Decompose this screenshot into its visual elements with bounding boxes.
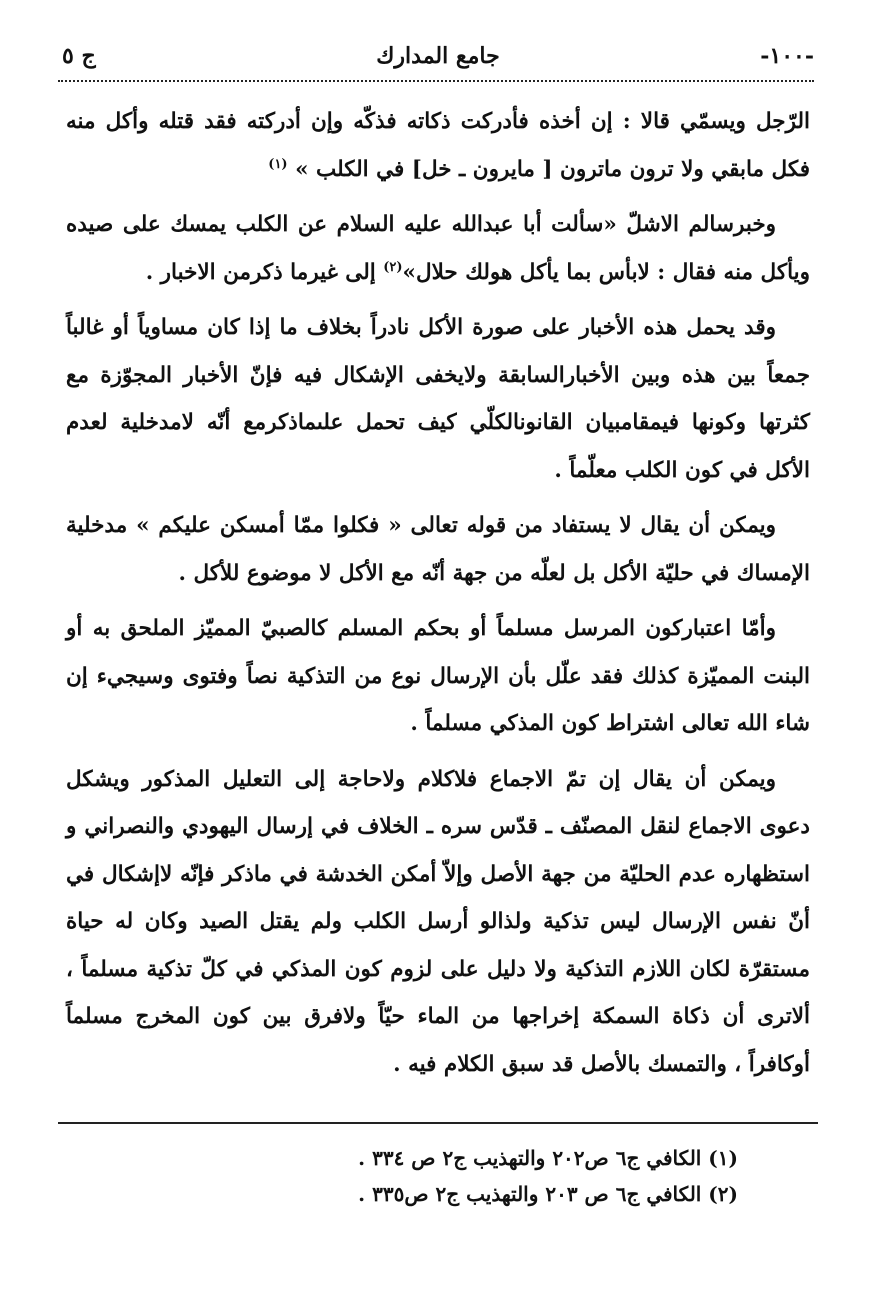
footnote-ref: (١) [268, 156, 288, 172]
body-text [66, 98, 810, 1088]
header-dotted-rule [58, 80, 814, 82]
paragraph [66, 756, 810, 1089]
paragraph [66, 98, 810, 193]
paragraph-text: وخبرسالم الاشلّ «سألت أبا عبدالله عليه السلام عن الكلب يمسك على صيده ويأكل منه فقال : لابأس بما يأكل هولك حلال» [66, 212, 810, 285]
paragraph [66, 502, 810, 597]
page-number: -١٠٠- [760, 43, 814, 69]
volume-label: ج ٥ [62, 43, 96, 69]
paragraph-text: ويمكن أن يقال إن تمّ الاجماع فلاكلام ولاحاجة إلى التعليل المذكور ويشكل دعوى الاجماع لنقل المصنّف ـ قدّس سره ـ الخلاف في إرسال اليهودي والنصراني و استظهاره عدم الحليّة من جهة الأصل وإلاّ أمكن الخدشة في ماذكر فإنّه لاإشكال في أنّ نفس الإرسال ليس تذكية ولذالو أرسل الكلب ولم يقتل الصيد وكان له حياة مستقرّة لكان اللازم التذكية ولا دليل على لزوم كون المذكي في كلّ تذكية مسلماً ، ألاترى أن ذكاة السمكة إخراجها من الماء حيّاً ولافرق بين كون المخرج مسلماً أوكافراً ، والتمسك بالأصل قد سبق الكلام فيه . [66, 766, 810, 1077]
footnote-1: (١) الكافي ج٦ ص٢٠٢ والتهذيب ج٢ ص ٣٣٤ . [358, 1146, 738, 1170]
footnotes [120, 1140, 738, 1212]
paragraph [66, 304, 810, 494]
paragraph-text: وأمّا اعتباركون المرسل مسلماً أو بحكم المسلم كالصبيّ المميّز الملحق به أو البنت المميّزة كذلك فقد علّل بأن الإرسال نوع من التذكية نصاً وفتوى وسيجيء إن شاء الله تعالى اشتراط كون المذكي مسلماً . [66, 616, 810, 736]
page-header [62, 34, 814, 78]
paragraph-text: وقد يحمل هذه الأخبار على صورة الأكل نادراً بخلاف ما إذا كان مساوياً أو غالباً جمعاً بين هذه وبين الأخبارالسابقة ولايخفى الإشكال فيه فإنّ الأخبار المجوّزة مع كثرتها وكونها فيمقامبيان القانونالكلّي كيف تحمل علىماذكرمع أنّه لامدخلية لعدم الأكل في كون الكلب معلّماً . [66, 315, 810, 483]
footnote-ref: (٢) [383, 259, 403, 275]
paragraph [66, 605, 810, 748]
book-title: جامع المدارك [376, 43, 500, 69]
paragraph-text: الرّجل ويسمّي قالا : إن أخذه فأدركت ذكاته فذكّه وإن أدركته فقد قتله وأكل منه فكل مابقي ولا ترون ماترون [ مايرون ـ خل] في الكلب » [66, 109, 810, 182]
paragraph [66, 201, 810, 296]
paragraph-text: إلى غيرما ذكرمن الاخبار . [145, 259, 384, 285]
footnote-2: (٢) الكافي ج٦ ص ٢٠٣ والتهذيب ج٢ ص٣٣٥ . [358, 1182, 738, 1206]
footnote-rule [58, 1122, 818, 1124]
paragraph-text: ويمكن أن يقال لا يستفاد من قوله تعالى « فكلوا ممّا أمسكن عليكم » مدخلية الإمساك في حليّة الأكل بل لعلّه من جهة أنّه مع الأكل لا موضوع للأكل . [66, 513, 810, 586]
